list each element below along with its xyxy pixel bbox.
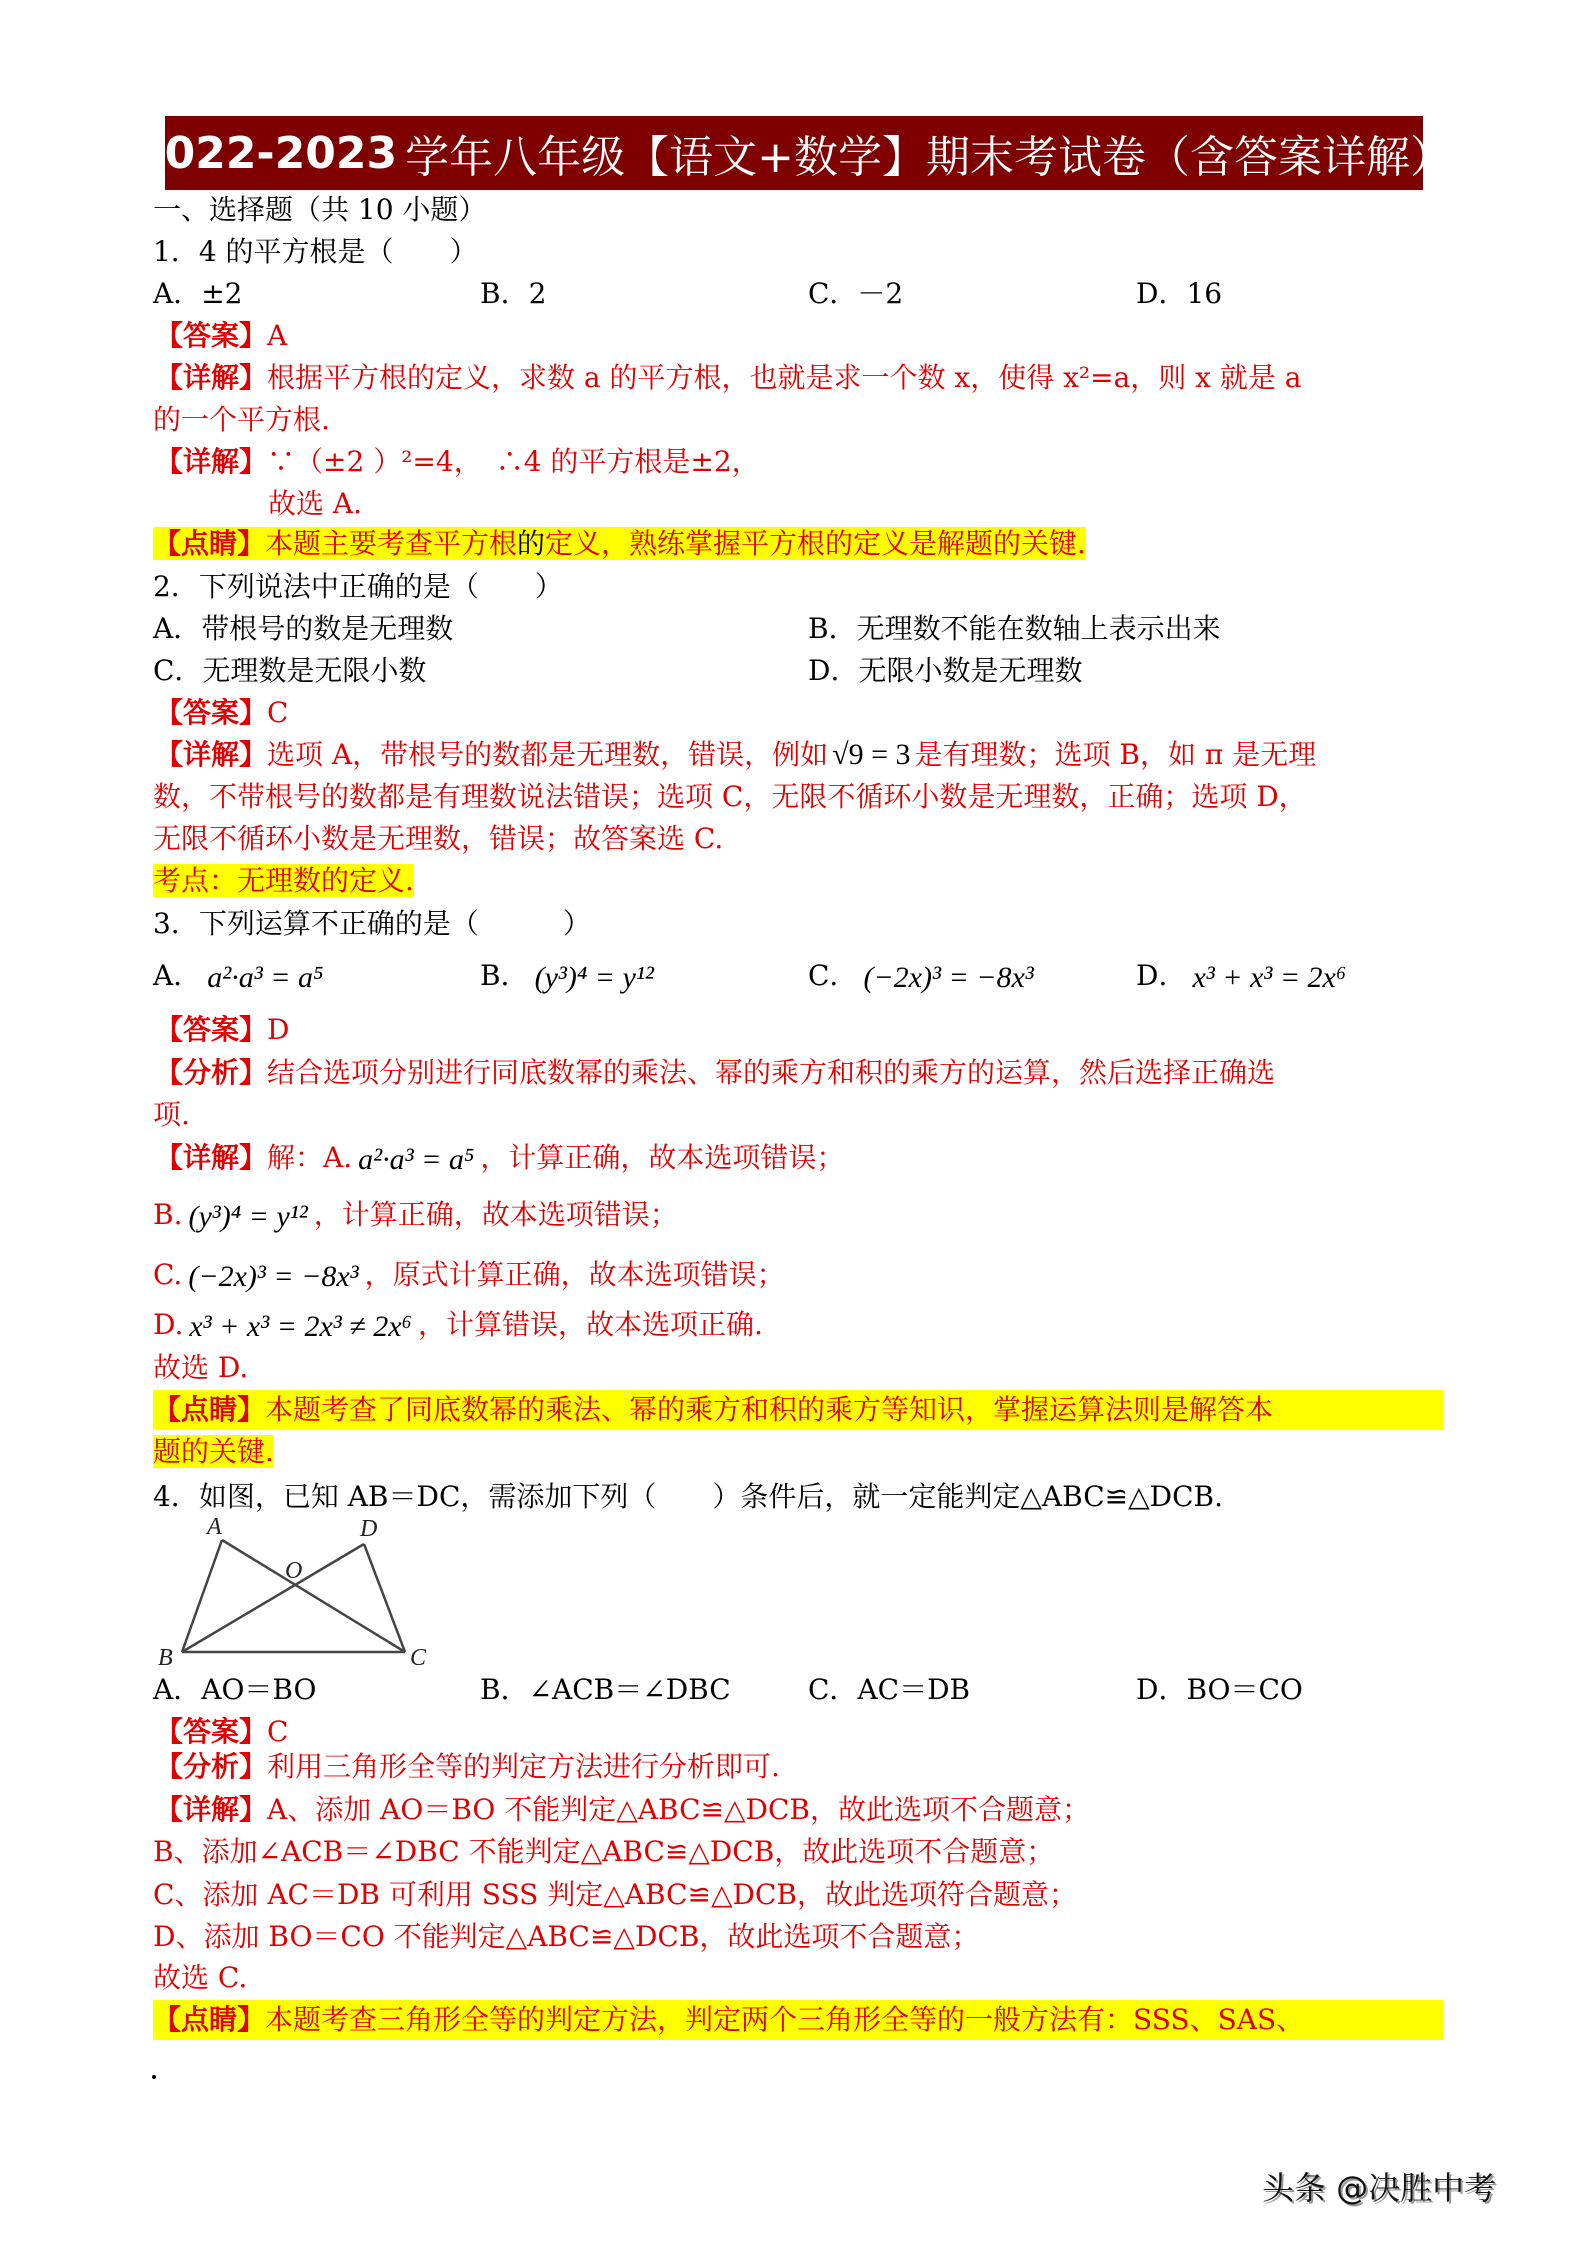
q3-analysis-cont: 项. (153, 1098, 190, 1131)
q2-detail (155, 735, 1316, 775)
q2-option-c: C．无理数是无限小数 (153, 654, 427, 687)
q3-detail-c (153, 1255, 785, 1295)
q1-stem: 1．4 的平方根是（ ） (153, 235, 478, 268)
detail-text: A、添加 AO＝BO 不能判定△ABC≌△DCB，故此选项不合题意； (267, 1793, 1090, 1826)
detail-formula: (−2x)³ = −8x³ (188, 1259, 359, 1293)
q3-choose: 故选 D. (153, 1351, 249, 1384)
q4-analysis (155, 1747, 780, 1787)
q2-stem: 2．下列说法中正确的是（ ） (153, 570, 563, 603)
q3-detail-b (153, 1195, 678, 1235)
answer-tag: 【答案】 (155, 319, 268, 352)
comment-text-a: 本题主要考查平方根 (265, 527, 518, 560)
comment-highlight (153, 1390, 1443, 1430)
q4-detail-d: D、添加 BO＝CO 不能判定△ABC≌△DCB，故此选项不合题意； (153, 1920, 980, 1953)
q4-comment (153, 2000, 1443, 2040)
q4-option-c: C．AC＝DB (808, 1673, 971, 1706)
comment-tag: 【点睛】 (153, 2003, 266, 2036)
option-label: C． (808, 959, 858, 992)
q1-comment (153, 524, 1086, 564)
q3-option-a (153, 956, 329, 998)
answer-tag: 【答案】 (155, 1715, 268, 1748)
q1-option-c: C．－2 (808, 277, 904, 310)
stray-dot (152, 2075, 156, 2079)
analysis-text: 利用三角形全等的判定方法进行分析即可. (267, 1750, 780, 1783)
q4-detail-c: C、添加 AC＝DB 可利用 SSS 判定△ABC≌△DCB，故此选项符合题意； (153, 1878, 1077, 1911)
answer-value: D (267, 1013, 290, 1046)
detail-tag: 【详解】 (155, 1793, 268, 1826)
comment-tag: 【点睛】 (153, 1393, 266, 1426)
q3-option-b (480, 956, 660, 998)
q2-keypoint (153, 861, 414, 901)
detail-tag: 【详解】 (155, 738, 268, 771)
sqrt-formula: √9 = 3 (832, 738, 911, 771)
q4-detail-b: B、添加∠ACB＝∠DBC 不能判定△ABC≌△DCB，故此选项不合题意； (153, 1835, 1055, 1868)
detail-text: ，原式计算正确，故本选项错误； (364, 1258, 785, 1291)
q2-answer (155, 693, 288, 733)
q1-option-b: B．2 (480, 277, 547, 310)
q4-stem: 4．如图，已知 AB＝DC，需添加下列（ ）条件后，就一定能判定△ABC≌△DCB. (153, 1480, 1224, 1513)
q3-option-c (808, 956, 1040, 998)
comment-text: 本题考查三角形全等的判定方法，判定两个三角形全等的一般方法有：SSS、SAS、 (265, 2003, 1305, 2036)
q1-detail2 (155, 442, 760, 482)
option-formula: a²·a³ = a⁵ (207, 960, 324, 994)
q2-detail-l3: 无限不循环小数是无理数，错误；故答案选 C. (153, 822, 724, 855)
q4-answer (155, 1712, 288, 1752)
detail-prefix: 解：A. (267, 1141, 353, 1174)
q1-choose: 故选 A. (268, 487, 363, 520)
option-formula: (−2x)³ = −8x³ (863, 960, 1034, 994)
label-c: C (410, 1645, 427, 1671)
q4-choose: 故选 C. (153, 1961, 248, 1994)
title-year: 2022-2023 (133, 127, 398, 179)
detail-text: ∵（±2 ）²=4， ∴4 的平方根是±2， (267, 445, 760, 478)
q4-option-d: D．BO＝CO (1136, 1673, 1303, 1706)
detail-formula: a²·a³ = a⁵ (358, 1142, 475, 1176)
detail-text: ，计算正确，故本选项错误； (313, 1198, 678, 1231)
detail-text: 根据平方根的定义，求数 a 的平方根，也就是求一个数 x，使得 x²=a，则 x 就是 a (267, 361, 1302, 394)
detail-text: ，计算正确，故本选项错误； (480, 1141, 845, 1174)
q3-option-d (1136, 956, 1352, 998)
q1-answer (155, 316, 287, 356)
watermark: 头条 @决胜中考 (1262, 2169, 1497, 2207)
q4-option-a: A．AO＝BO (153, 1673, 317, 1706)
analysis-tag: 【分析】 (155, 1750, 268, 1783)
q3-comment-cont (153, 1432, 274, 1472)
q1-option-a: A．±2 (153, 277, 243, 310)
detail-prefix: C. (153, 1258, 183, 1291)
keypoint-highlight: 考点：无理数的定义. (153, 864, 414, 897)
q1-detail1-cont: 的一个平方根. (153, 403, 330, 436)
q3-detail-a (155, 1138, 844, 1178)
comment-highlight-cont: 题的关键. (153, 1435, 274, 1468)
q3-stem: 3．下列运算不正确的是（ ） (153, 907, 591, 940)
detail-tag: 【详解】 (155, 1141, 268, 1174)
q4-option-b: B．∠ACB＝∠DBC (480, 1673, 731, 1706)
detail-formula: (y³)⁴ = y¹² (188, 1199, 308, 1233)
detail-prefix: D. (153, 1308, 184, 1341)
answer-value: C (267, 696, 289, 729)
detail-text: 选项 A，带根号的数都是无理数，错误，例如 (267, 738, 829, 771)
q3-answer (155, 1010, 289, 1050)
answer-tag: 【答案】 (155, 1013, 268, 1046)
option-label: A． (153, 959, 202, 992)
q3-detail-d (153, 1305, 763, 1345)
section-heading: 一、选择题（共 10 小题） (153, 193, 487, 226)
title-banner (133, 116, 1455, 190)
detail-tag: 【详解】 (155, 445, 268, 478)
answer-value: A (267, 319, 288, 352)
q1-detail1 (155, 358, 1301, 398)
label-b: B (158, 1645, 173, 1671)
q3-comment (153, 1390, 1443, 1430)
option-label: B． (480, 959, 529, 992)
comment-text-c: 定义，熟练掌握平方根的定义是解题的关键. (545, 527, 1086, 560)
detail-text: ，计算错误，故本选项正确. (418, 1308, 763, 1341)
analysis-text: 结合选项分别进行同底数幂的乘法、幂的乘方和积的乘方的运算，然后选择正确选 (267, 1056, 1276, 1089)
q2-option-a: A．带根号的数是无理数 (153, 612, 454, 645)
q2-detail-l2: 数，不带根号的数都是有理数说法错误；选项 C，无限不循环小数是无理数，正确；选项 D， (153, 780, 1307, 813)
label-o: O (285, 1558, 303, 1584)
comment-text-b: 的 (517, 527, 546, 560)
detail-tag: 【详解】 (155, 361, 268, 394)
comment-highlight (153, 2000, 1443, 2040)
q3-analysis (155, 1053, 1275, 1093)
option-formula: (y³)⁴ = y¹² (534, 960, 654, 994)
q2-option-b: B．无理数不能在数轴上表示出来 (808, 612, 1221, 645)
detail-text: 是有理数；选项 B，如 π 是无理 (914, 738, 1317, 771)
title-text: 学年八年级【语文+数学】期末考试卷（含答案详解） (405, 132, 1455, 183)
comment-text: 本题考查了同底数幂的乘法、幂的乘方和积的乘方等知识，掌握运算法则是解答本 (265, 1393, 1274, 1426)
q4-detail-a (155, 1790, 1090, 1830)
comment-highlight (153, 527, 1086, 560)
q2-option-d: D．无限小数是无理数 (808, 654, 1083, 687)
answer-value: C (267, 1715, 289, 1748)
detail-prefix: B. (153, 1198, 183, 1231)
comment-tag: 【点睛】 (153, 527, 266, 560)
label-a: A (207, 1515, 222, 1540)
triangle-figure (150, 1515, 450, 1675)
answer-tag: 【答案】 (155, 696, 268, 729)
label-d: D (360, 1516, 378, 1542)
option-label: D． (1136, 959, 1187, 992)
detail-formula: x³ + x³ = 2x³ ≠ 2x⁶ (189, 1309, 412, 1343)
option-formula: x³ + x³ = 2x⁶ (1192, 960, 1347, 994)
analysis-tag: 【分析】 (155, 1056, 268, 1089)
q1-option-d: D．16 (1136, 277, 1223, 310)
